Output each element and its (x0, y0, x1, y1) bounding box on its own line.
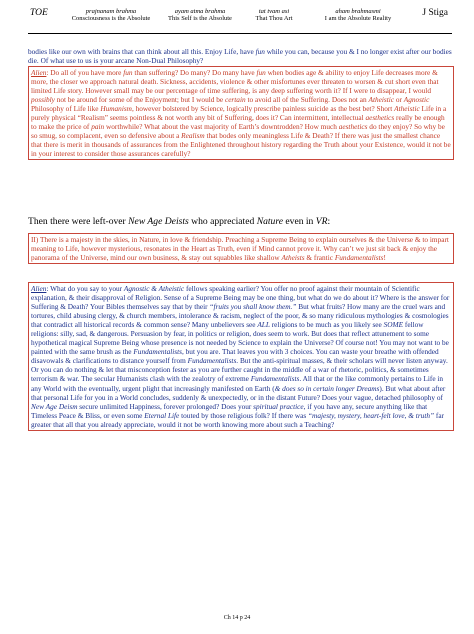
header-divider (28, 33, 452, 34)
speaker-label: Alien (31, 68, 47, 77)
mantra-sanskrit: aham brahmasmi (335, 8, 381, 15)
mantra-sanskrit: ayam atma brahma (174, 8, 226, 15)
header-mantra-3 (242, 8, 306, 23)
mantra-sanskrit: tat tvam asi (258, 8, 290, 15)
header-mantra-4 (310, 8, 406, 23)
section-heading: Then there were left-over New Age Deists who appreciated Nature even in VR: (28, 216, 331, 227)
header-title: TOE (30, 8, 48, 18)
alien-reply-box-2: Alien: What do you say to your Agnostic & Atheistic fellows speaking earlier? You offer no proof against their mountain of Scientific explanation, & their disapproval of Religion. Sense of a Supreme Being may be one thing, but what do we do about it? Where is the answer for Suffering & Death? Your Bibles themselves say that by their “fruits you shall know them.” But what fruits? How many are the cruel wars and tortures, child abusing clergy, & church members, intolerance & racism, neglect of the poor, & so many ridiculous mythologies & cosmologies that contradict all historical records & common sense? Many unbelievers see ALL religions to be much as you likely see SOME fellow religions: silly, sad, & dangerous. Persuasion by fear, in politics or religion, does seem to work. But does that reflect attunement to some hypothetical magical Supreme Being whose presence is not needed by Science to explain the Universe? Of course not! You may not want to be painted with the same brush as the Fundamentalists, but you are. That leaves you with 3 choices. You can waste your breathe with offended disavowals & clarifications to distance yourself from Fundamentalists. But the anti-spiritual masses, & their scholars will never listen anyway. Or you can do nothing & let that misconception fester as you are further caught in the middle of a war of rhetoric, politics, & sometimes terrorism & war. The secular Humanists clash with the zealotry of extreme Fundamentalists. All that or the like commonly pertains to Life in any World with the eventually, urgent plight that increasingly manifested on Earth (& does so in certain longer Dreams). But what about after that personal Life for you in a World concludes, suddenly & unexpectedly, or in the distant Future? Does your vague, detached philosophy of New Age Deism secure unlimited Happiness, forever prolonged? Does your spiritual practice, if you have any, secure anything like that Timeless Peace & Bliss, or even some Eternal Life touted by those religious folk? If there was “majesty, mystery, heart-felt love, & truth” far greater that all that you already appreciate, would it not be worth knowing more about such a Teaching? (28, 282, 454, 431)
mantra-english: I am the Absolute Reality (324, 15, 392, 22)
alien-reply-box: Alien: Do all of you have more fun than suffering? Do many? Do many have fun when bodies age & ability to enjoy Life decreases more & more, the closer we approach natural death. Sickness, accidents, violence & other misfortunes ever threaten to worsen & cut short even that limited Life story. However small may be our percentage of time suffering, is any deep suffering worth it? If I were to disappear, I would possibly not be around for some of the Enjoyment; but I would be certain to avoid all of the Suffering. Does not an Atheistic or Agnostic Philosophy of Life like Humanism, however bolstered by Science, logically prescribe painless suicide as the best bet? Short Atheistic Life in a purely physical “Realism” seems pointless & not worth any bit of Suffering, does it? Can intermittent, intellectual aesthetics really be enough to make the price of pain worthwhile? What about the vast majority of Earth’s downtrodden? How much aesthetics do they enjoy? So why be so smug, so complacent, even so defensive about a Realism that bodes only meaningless Life & Death? If there was just the smallest chance that there is merit in thousands of assurances from the Enlightened throughout history regarding the Truth about your Existence, would it not be in your interest to consider those assurances carefully? (28, 66, 454, 160)
mantra-english: Consciousness is the Absolute (71, 15, 151, 22)
page-footer: Ch 14 p 24 (223, 615, 251, 621)
page-header (28, 6, 448, 32)
mantra-english: That Thou Art (255, 15, 293, 22)
header-author: J Stiga (422, 8, 448, 18)
deist-statement-box: II) There is a majesty in the skies, in Nature, in love & friendship. Preaching a Supreme Being to explain ourselves & the Universe & to impart meaning to Life, however mysterious, resonates in the Heart as Truth, even if Mind cannot prove it. Why can’t we just sit back & enjoy the panorama of the Universe, mind our own business, & stay out squabbles like shallow Atheists & frantic Fundamentalists! (28, 233, 454, 264)
header-mantra-2 (160, 8, 240, 23)
mantra-english: This Self is the Absolute (168, 15, 232, 22)
paragraph-intro: bodies like our own with brains that can think about all this. Enjoy Life, have fun while you can, because you & I no longer exist after our bodies die. Of what use to us is your arcane Non-Dual Philosophy? (28, 47, 452, 66)
mantra-sanskrit: prajnanam brahma (85, 8, 137, 15)
header-mantra-1 (70, 8, 152, 23)
speaker-label: Alien (31, 284, 47, 293)
